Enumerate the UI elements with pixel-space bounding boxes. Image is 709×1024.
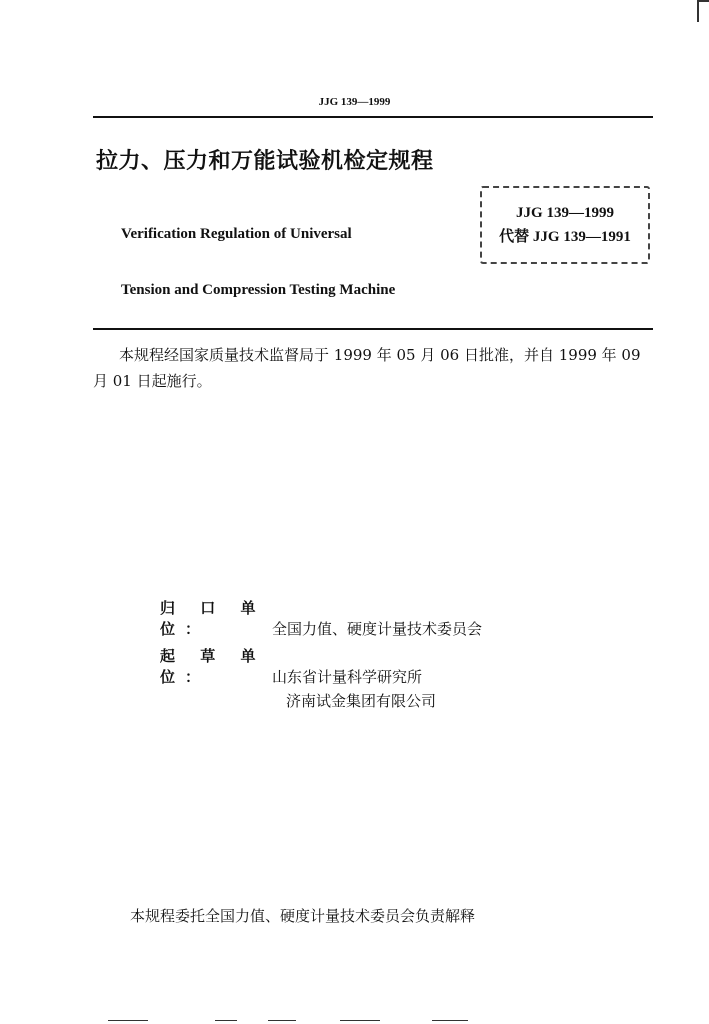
title-chinese: 拉力、压力和万能试验机检定规程: [96, 149, 434, 174]
drafting-unit-row: [160, 645, 422, 687]
code-box: [480, 186, 650, 264]
drafting-unit-value-2: 济南试金集团有限公司: [286, 692, 437, 710]
header-code: JJG 139—1999: [318, 96, 391, 108]
drafting-unit-label: 起 草 单 位：: [160, 647, 266, 686]
title-english-line2: Tension and Compression Testing Machine: [121, 282, 396, 298]
responsible-unit-label: 归 口 单 位：: [160, 599, 266, 638]
interpretation-note: 本规程委托全国力值、硬度计量技术委员会负责解释: [130, 907, 476, 925]
drafting-unit-value-1: 山东省计量科学研究所: [272, 668, 423, 686]
section-divider: [93, 328, 653, 330]
header-divider: [93, 116, 653, 118]
bottom-dash: [432, 1020, 468, 1021]
title-english-line1: Verification Regulation of Universal: [121, 226, 352, 242]
approval-text: 本规程经国家质量技术监督局于 1999 年 05 月 06 日批准，并自 1999 年 09 月 01 日起施行。: [93, 346, 641, 390]
responsible-unit-value: 全国力值、硬度计量技术委员会: [272, 620, 483, 638]
responsible-unit-row: [160, 597, 482, 639]
code-current: JJG 139—1999: [516, 205, 614, 221]
bottom-dash: [215, 1020, 237, 1021]
bottom-dash: [340, 1020, 380, 1021]
corner-mark: [697, 0, 709, 22]
code-replaces: 代替 JJG 139—1991: [499, 229, 631, 245]
bottom-dash: [268, 1020, 296, 1021]
bottom-dash: [108, 1020, 148, 1021]
approval-paragraph: [93, 342, 656, 394]
